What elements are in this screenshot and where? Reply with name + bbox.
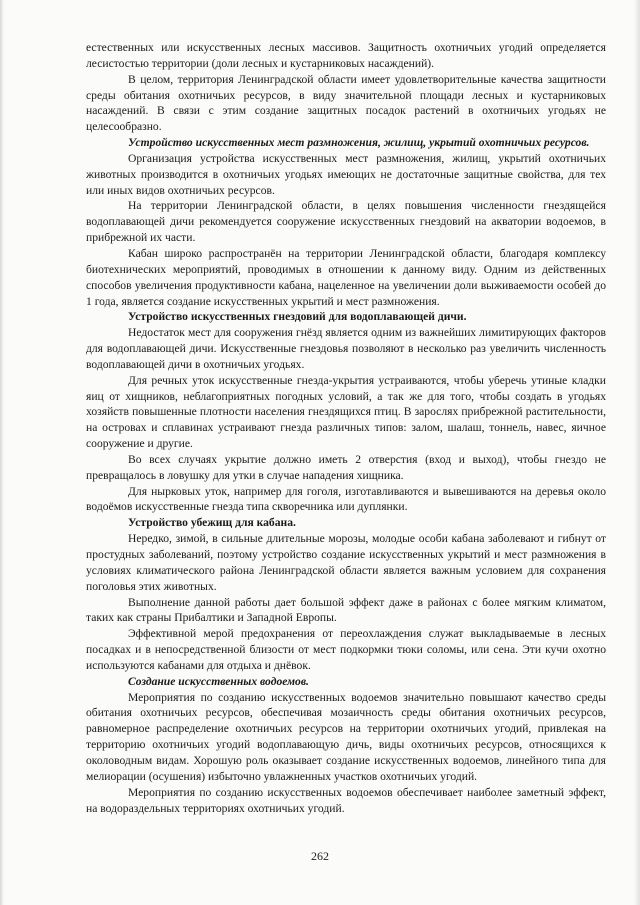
- paragraph: Во всех случаях укрытие должно иметь 2 отверстия (вход и выход), чтобы гнездо не превращалось в ловушку для утки в случае нападения хищника.: [86, 452, 606, 482]
- paragraph: Мероприятия по созданию искусственных водоемов значительно повышают качество среды обитания охотничьих ресурсов, обеспечивая мозаичность среды обитания охотничьих ресурсов, равномерное распределение охотничьих ресурсов на территории охотничьих угодий, привлекая на территорию охотничьих угодий водоплавающую дичь, виды охотничьих ресурсов, относящихся к околоводным видам. Хорошую роль оказывает создание искусственных водоемов, линейного типа для мелиорации (осушения) избыточно увлажненных участков охотничьих угодий.: [86, 690, 606, 783]
- section-heading: Устройство искусственных гнездовий для водоплавающей дичи.: [128, 310, 467, 324]
- paragraph: Нередко, зимой, в сильные длительные морозы, молодые особи кабана заболевают и гибнут от простудных заболеваний, поэтому устройство создание искусственных укрытий и мест размножения в условиях климатического района Ленинградской области является важным условием для сохранения поголовья этих животных.: [86, 532, 606, 593]
- paragraph: естественных или искусственных лесных массивов. Защитность охотничьих угодий определяется лесистостью территории (доли лесных и кустарниковых насаждений).: [86, 41, 606, 70]
- paragraph: Мероприятия по созданию искусственных водоемов обеспечивает наиболее заметный эффект, на водораздельных территориях охотничьих угодий.: [86, 785, 606, 815]
- paragraph: Кабан широко распространён на территории Ленинградской области, благодаря комплексу биотехнических мероприятий, проводимых в отношении к данному виду. Одним из действенных способов увеличения продуктивности кабана, нацеленное на увеличении доли выживаемости особей до 1 года, является создание искусственных укрытий и мест размножения.: [86, 246, 606, 308]
- page-number: 262: [311, 849, 329, 863]
- paragraph: Выполнение данной работы дает большой эффект даже в районах с более мягким климатом, таких как страны Прибалтики и Западной Европы.: [86, 595, 606, 625]
- paragraph: Недостаток мест для сооружения гнёзд является одним из важнейших лимитирующих факторов для водоплавающей дичи. Искусственные гнездовья позволяют в несколько раз увеличить численность водоплавающей дичи в охотничьих угодьях.: [86, 326, 606, 371]
- paragraph: Для нырковых уток, например для гоголя, изготавливаются и вывешиваются на деревья около водоёмов искусственные гнезда типа скворечника или дуплянки.: [86, 484, 606, 514]
- paragraph: На территории Ленинградской области, в целях повышения численности гнездящейся водоплавающей дичи рекомендуется сооружение искусственных гнездовий на акватории водоемов, в прибрежной их части.: [86, 199, 606, 245]
- section-heading: Устройство искусственных мест размножения, жилищ, укрытий охотничьих ресурсов.: [128, 136, 590, 150]
- document-body: [86, 40, 606, 816]
- section-heading: Устройство убежищ для кабана.: [128, 516, 296, 530]
- paragraph: Организация устройства искусственных мест размножения, жилищ, укрытий охотничьих животных производится в охотничьих угодьях имеющих не достаточные защитные свойства, для тех или иных видов охотничьих ресурсов.: [86, 151, 606, 197]
- paragraph: В целом, территория Ленинградской области имеет удовлетворительные качества защитности среды обитания охотничьих ресурсов, в виду значительной площади лесных и кустарниковых насаждений. В связи с этим создание защитных посадок растений в охотничьих угодьях не целесообразно.: [86, 72, 606, 134]
- paragraph: Эффективной мерой предохранения от переохлаждения служат выкладываемые в лесных посадках и в непосредственной близости от мест подкормки тюки соломы, или сена. Эти кучи охотно используются кабанами для отдыха и днёвок.: [86, 627, 606, 672]
- paragraph: Для речных уток искусственные гнезда-укрытия устраиваются, чтобы уберечь утиные кладки яиц от хищников, неблагоприятных погодных условий, а так же для того, чтобы создать в угодьях хозяйств повышенные плотности населения гнездящихся птиц. В зарослях прибрежной растительности, на островах и сплавинах устраивают гнезда различных типов: залом, шалаш, тоннель, навес, яичное сооружение и другие.: [86, 373, 606, 451]
- section-heading: Создание искусственных водоемов.: [128, 674, 309, 688]
